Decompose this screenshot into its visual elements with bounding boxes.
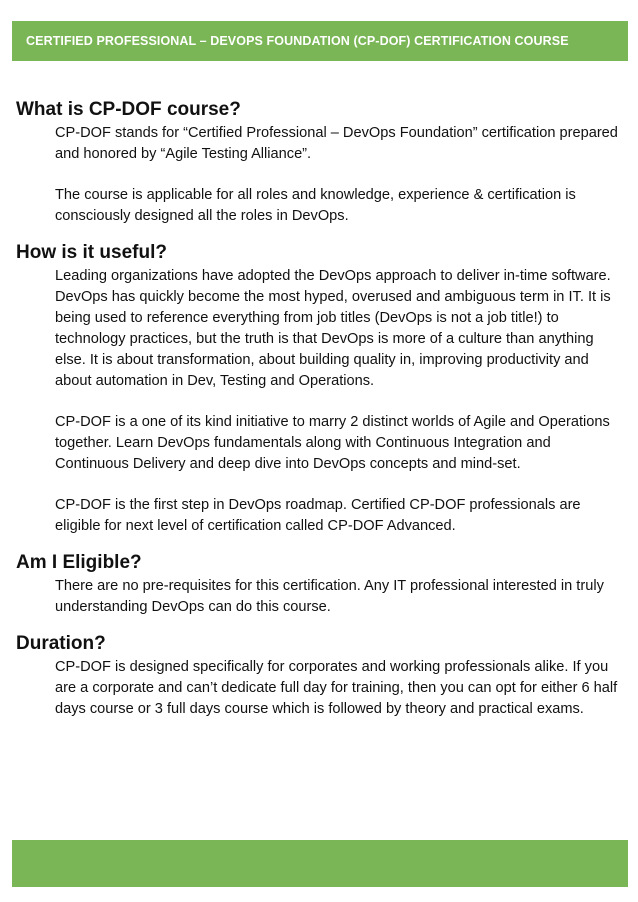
paragraph: CP-DOF is designed specifically for corporates and working professionals alike. If you are a corporate and can’t dedicate full day for training, then you can opt for either 6 half days course or 3 full days course which is followed by theory and practical exams.	[55, 659, 618, 717]
section-eligible	[16, 550, 628, 618]
paragraph: CP-DOF is a one of its kind initiative to marry 2 distinct worlds of Agile and Operations together. Learn DevOps fundamentals along with Continuous Integration and Continuous Delivery and deep dive into DevOps concepts and mind-set.	[55, 414, 610, 472]
paragraph: There are no pre-requisites for this certification. Any IT professional interested in truly understanding DevOps can do this course.	[55, 578, 604, 615]
paragraph: CP-DOF is the first step in DevOps roadmap. Certified CP-DOF professionals are eligible for next level of certification called CP-DOF Advanced.	[55, 497, 581, 534]
paragraph: The course is applicable for all roles and knowledge, experience & certification is consciously designed all the roles in DevOps.	[55, 187, 576, 224]
section-title: What is CP-DOF course?	[16, 99, 241, 120]
header-title: CERTIFIED PROFESSIONAL – DEVOPS FOUNDATION (CP-DOF) CERTIFICATION COURSE	[26, 34, 569, 48]
header-band	[12, 21, 628, 61]
section-title: How is it useful?	[16, 242, 167, 263]
paragraph: Leading organizations have adopted the DevOps approach to deliver in-time software. DevOps has quickly become the most hyped, overused and ambiguous term in IT. It is being used to reference everything from job titles (DevOps is not a job title!) to technology practices, but the truth is that DevOps is more of a culture than anything else. It is about transformation, about building quality in, improving productivity and about automation in Dev, Testing and Operations.	[55, 268, 611, 389]
section-how-useful	[16, 240, 628, 537]
section-title: Am I Eligible?	[16, 552, 142, 573]
footer-band	[12, 840, 628, 887]
document-content	[16, 97, 628, 733]
paragraph: CP-DOF stands for “Certified Professional – DevOps Foundation” certification prepared and honored by “Agile Testing Alliance”.	[55, 125, 618, 162]
section-title: Duration?	[16, 633, 106, 654]
section-duration	[16, 631, 628, 720]
section-what-is	[16, 97, 628, 227]
